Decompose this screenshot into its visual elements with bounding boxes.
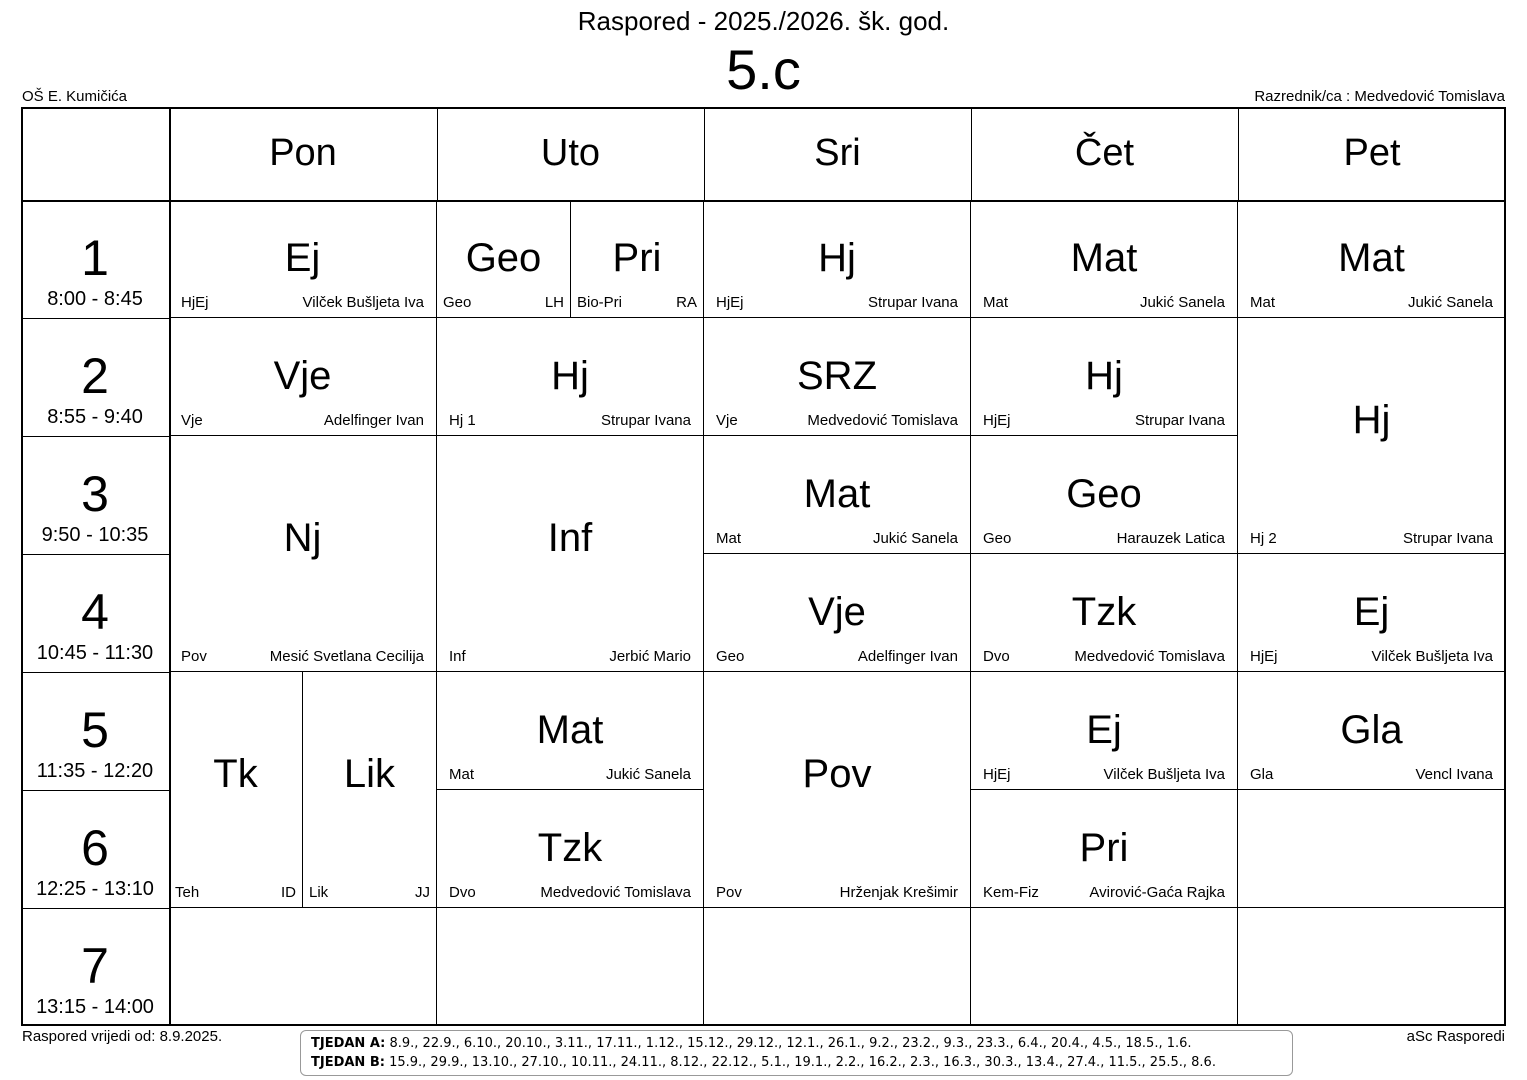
lesson-subject: Hj [818, 236, 856, 280]
lesson-group: Mat [983, 294, 1009, 311]
lesson-subject: Vje [273, 354, 332, 398]
lesson-cell [1238, 554, 1506, 672]
lesson-group: Vje [716, 412, 738, 429]
lesson-group: Geo [443, 294, 472, 311]
lesson-group: HjEj [983, 412, 1011, 429]
period-row-rule [21, 790, 169, 791]
lesson-group: Lik [309, 884, 329, 901]
lesson-cell [1238, 200, 1506, 318]
lesson-group: Dvo [983, 648, 1010, 665]
period-number: 5 [81, 702, 109, 758]
day-header-3: Čet [1074, 132, 1135, 174]
lesson-group: HjEj [181, 294, 209, 311]
lesson-group: Teh [175, 884, 200, 901]
class-name: 5.c [726, 38, 801, 101]
period-number: 3 [81, 466, 109, 522]
week-schedule [300, 1030, 1293, 1076]
lesson-group: Mat [716, 530, 742, 547]
lesson-cell [437, 672, 704, 790]
lesson-teacher: Harauzek Latica [1116, 530, 1225, 547]
week-b-row [311, 1053, 1282, 1072]
lesson-cell [169, 200, 437, 318]
period-number: 1 [81, 230, 109, 286]
lesson-subject: Vje [808, 590, 866, 634]
period-row-rule [21, 672, 169, 673]
lesson-cell [971, 200, 1238, 318]
lesson-cell [1238, 672, 1506, 790]
lesson-subject: Pri [612, 236, 662, 280]
lesson-subject: Hj [551, 354, 589, 398]
period-time: 13:15 - 14:00 [36, 996, 154, 1018]
lesson-group: Pov [716, 884, 742, 901]
lesson-subject: Geo [465, 236, 542, 280]
lesson-group: Pov [181, 648, 207, 665]
lesson-teacher: Jukić Sanela [1139, 294, 1225, 311]
empty-cell [971, 908, 1238, 1026]
lesson-subject: Mat [1070, 236, 1138, 280]
lesson-subject: SRZ [797, 354, 877, 398]
lesson-cell [971, 436, 1238, 554]
lesson-teacher: ID [281, 884, 296, 901]
lesson-teacher: Medvedović Tomislava [807, 412, 958, 429]
lesson-cell [704, 436, 971, 554]
lesson-cell [971, 672, 1238, 790]
lesson-subject: Geo [1066, 472, 1142, 516]
lesson-group: Geo [983, 530, 1012, 547]
lesson-teacher: Avirović-Gaća Rajka [1089, 884, 1225, 901]
period-row-rule [21, 908, 169, 909]
lesson-subject: Mat [536, 708, 604, 752]
week-a-label: TJEDAN A: [311, 1036, 386, 1051]
lesson-group: Hj 1 [449, 412, 476, 429]
period-row-rule [21, 318, 169, 319]
lesson-subject: Mat [803, 472, 871, 516]
lesson-cell [169, 436, 437, 672]
lesson-group: HjEj [716, 294, 744, 311]
lesson-group: Gla [1250, 766, 1274, 783]
week-a-dates: 8.9., 22.9., 6.10., 20.10., 3.11., 17.11., 1.12., 15.12., 29.12., 12.1., 26.1., 9.2., 23.2., 9.3., 23.3., 6.4., 20.4., 4.5., 18.5., 1.6. [389, 1036, 1192, 1051]
lesson-teacher: Strupar Ivana [1402, 530, 1493, 547]
empty-cell [437, 908, 704, 1026]
empty-cell [1238, 790, 1506, 908]
homeroom-teacher: Razrednik/ca : Medvedović Tomislava [1254, 88, 1505, 105]
lesson-teacher: RA [676, 294, 697, 311]
period-row-rule [21, 554, 169, 555]
lesson-teacher: Strupar Ivana [867, 294, 958, 311]
lesson-teacher: Jukić Sanela [1407, 294, 1493, 311]
lesson-teacher: Jukić Sanela [605, 766, 691, 783]
lesson-subject: Tzk [1071, 590, 1137, 634]
brand-name: aSc Rasporedi [1406, 1028, 1505, 1045]
lesson-cell [704, 318, 971, 436]
lesson-teacher: Hrženjak Krešimir [839, 884, 958, 901]
lesson-subject: Ej [284, 236, 321, 280]
lesson-cell [704, 554, 971, 672]
lesson-cell [437, 436, 704, 672]
lesson-subject: Ej [1086, 708, 1122, 752]
lesson-group: HjEj [1250, 648, 1278, 665]
period-time: 8:55 - 9:40 [47, 406, 143, 428]
lesson-subject: Hj [1085, 354, 1123, 398]
day-header-1: Uto [540, 132, 601, 174]
lesson-teacher: LH [544, 294, 564, 311]
lesson-group: Geo [716, 648, 745, 665]
period-row-rule [21, 436, 169, 437]
lesson-group: Mat [449, 766, 475, 783]
lesson-teacher: Vilček Bušljeta Iva [302, 294, 424, 311]
lesson-group: Bio-Pri [577, 294, 623, 311]
lesson-teacher: Strupar Ivana [1134, 412, 1225, 429]
lesson-cell [971, 790, 1238, 908]
empty-cell [169, 908, 437, 1026]
lesson-teacher: Jukić Sanela [872, 530, 958, 547]
valid-from: Raspored vrijedi od: 8.9.2025. [22, 1028, 223, 1045]
lesson-subject: Lik [343, 752, 396, 796]
day-header-0: Pon [269, 132, 337, 174]
lesson-subject: Tk [213, 752, 258, 796]
period-time: 10:45 - 11:30 [36, 642, 154, 664]
lesson-subject: Gla [1340, 708, 1403, 752]
day-header-4: Pet [1343, 132, 1401, 174]
period-time: 9:50 - 10:35 [41, 524, 149, 546]
lesson-group: Kem-Fiz [983, 884, 1039, 901]
lesson-subject: Pov [802, 752, 872, 796]
lesson-teacher: Vilček Bušljeta Iva [1103, 766, 1225, 783]
lesson-teacher: Vencl Ivana [1415, 766, 1493, 783]
lesson-cell [971, 554, 1238, 672]
period-number: 6 [81, 820, 109, 876]
lesson-teacher: Adelfinger Ivan [857, 648, 958, 665]
lesson-cell [437, 790, 704, 908]
school-name: OŠ E. Kumičića [22, 88, 128, 105]
lesson-subject: Inf [547, 516, 593, 560]
week-a-row [311, 1034, 1282, 1053]
lesson-group: Vje [181, 412, 203, 429]
period-time: 12:25 - 13:10 [36, 878, 154, 900]
lesson-group: Mat [1250, 294, 1276, 311]
lesson-cell [704, 672, 971, 908]
lesson-group: Hj 2 [1250, 530, 1277, 547]
lesson-teacher: Medvedović Tomislava [1074, 648, 1225, 665]
lesson-teacher: Medvedović Tomislava [540, 884, 691, 901]
lesson-cell [571, 200, 704, 318]
lesson-subject: Mat [1338, 236, 1405, 280]
lesson-teacher: JJ [415, 884, 430, 901]
period-number: 4 [81, 584, 109, 640]
period-number: 2 [81, 348, 109, 404]
lesson-subject: Pri [1079, 826, 1129, 870]
period-time: 8:00 - 8:45 [47, 288, 143, 310]
lesson-teacher: Mesić Svetlana Cecilija [269, 648, 424, 665]
lesson-group: Dvo [449, 884, 476, 901]
lesson-group: Inf [449, 648, 466, 665]
lesson-group: HjEj [983, 766, 1011, 783]
lesson-cell [971, 318, 1238, 436]
lesson-subject: Ej [1353, 590, 1390, 634]
day-header-2: Sri [814, 132, 861, 174]
lesson-subject: Nj [283, 516, 322, 560]
period-time: 11:35 - 12:20 [36, 760, 154, 782]
lesson-subject: Hj [1352, 398, 1391, 442]
empty-cell [704, 908, 971, 1026]
lesson-cell [169, 672, 303, 908]
lesson-cell [704, 200, 971, 318]
page-title: Raspored - 2025./2026. šk. god. [577, 6, 950, 36]
week-b-dates: 15.9., 29.9., 13.10., 27.10., 10.11., 24.11., 8.12., 22.12., 5.1., 19.1., 2.2., 16.2., 2.3., 16.3., 30.3., 13.4., 27.4., 11.5., 25.5., 8.6. [389, 1055, 1216, 1070]
lesson-teacher: Vilček Bušljeta Iva [1371, 648, 1493, 665]
lesson-teacher: Adelfinger Ivan [323, 412, 424, 429]
lesson-cell [437, 318, 704, 436]
lesson-cell [437, 200, 571, 318]
lesson-teacher: Jerbić Mario [609, 648, 691, 665]
week-b-label: TJEDAN B: [311, 1055, 385, 1070]
lesson-teacher: Strupar Ivana [600, 412, 691, 429]
lesson-cell [169, 318, 437, 436]
lesson-subject: Tzk [537, 826, 603, 870]
empty-cell [1238, 908, 1506, 1026]
lesson-cell [1238, 318, 1506, 554]
lesson-cell [303, 672, 437, 908]
period-number: 7 [81, 938, 109, 994]
